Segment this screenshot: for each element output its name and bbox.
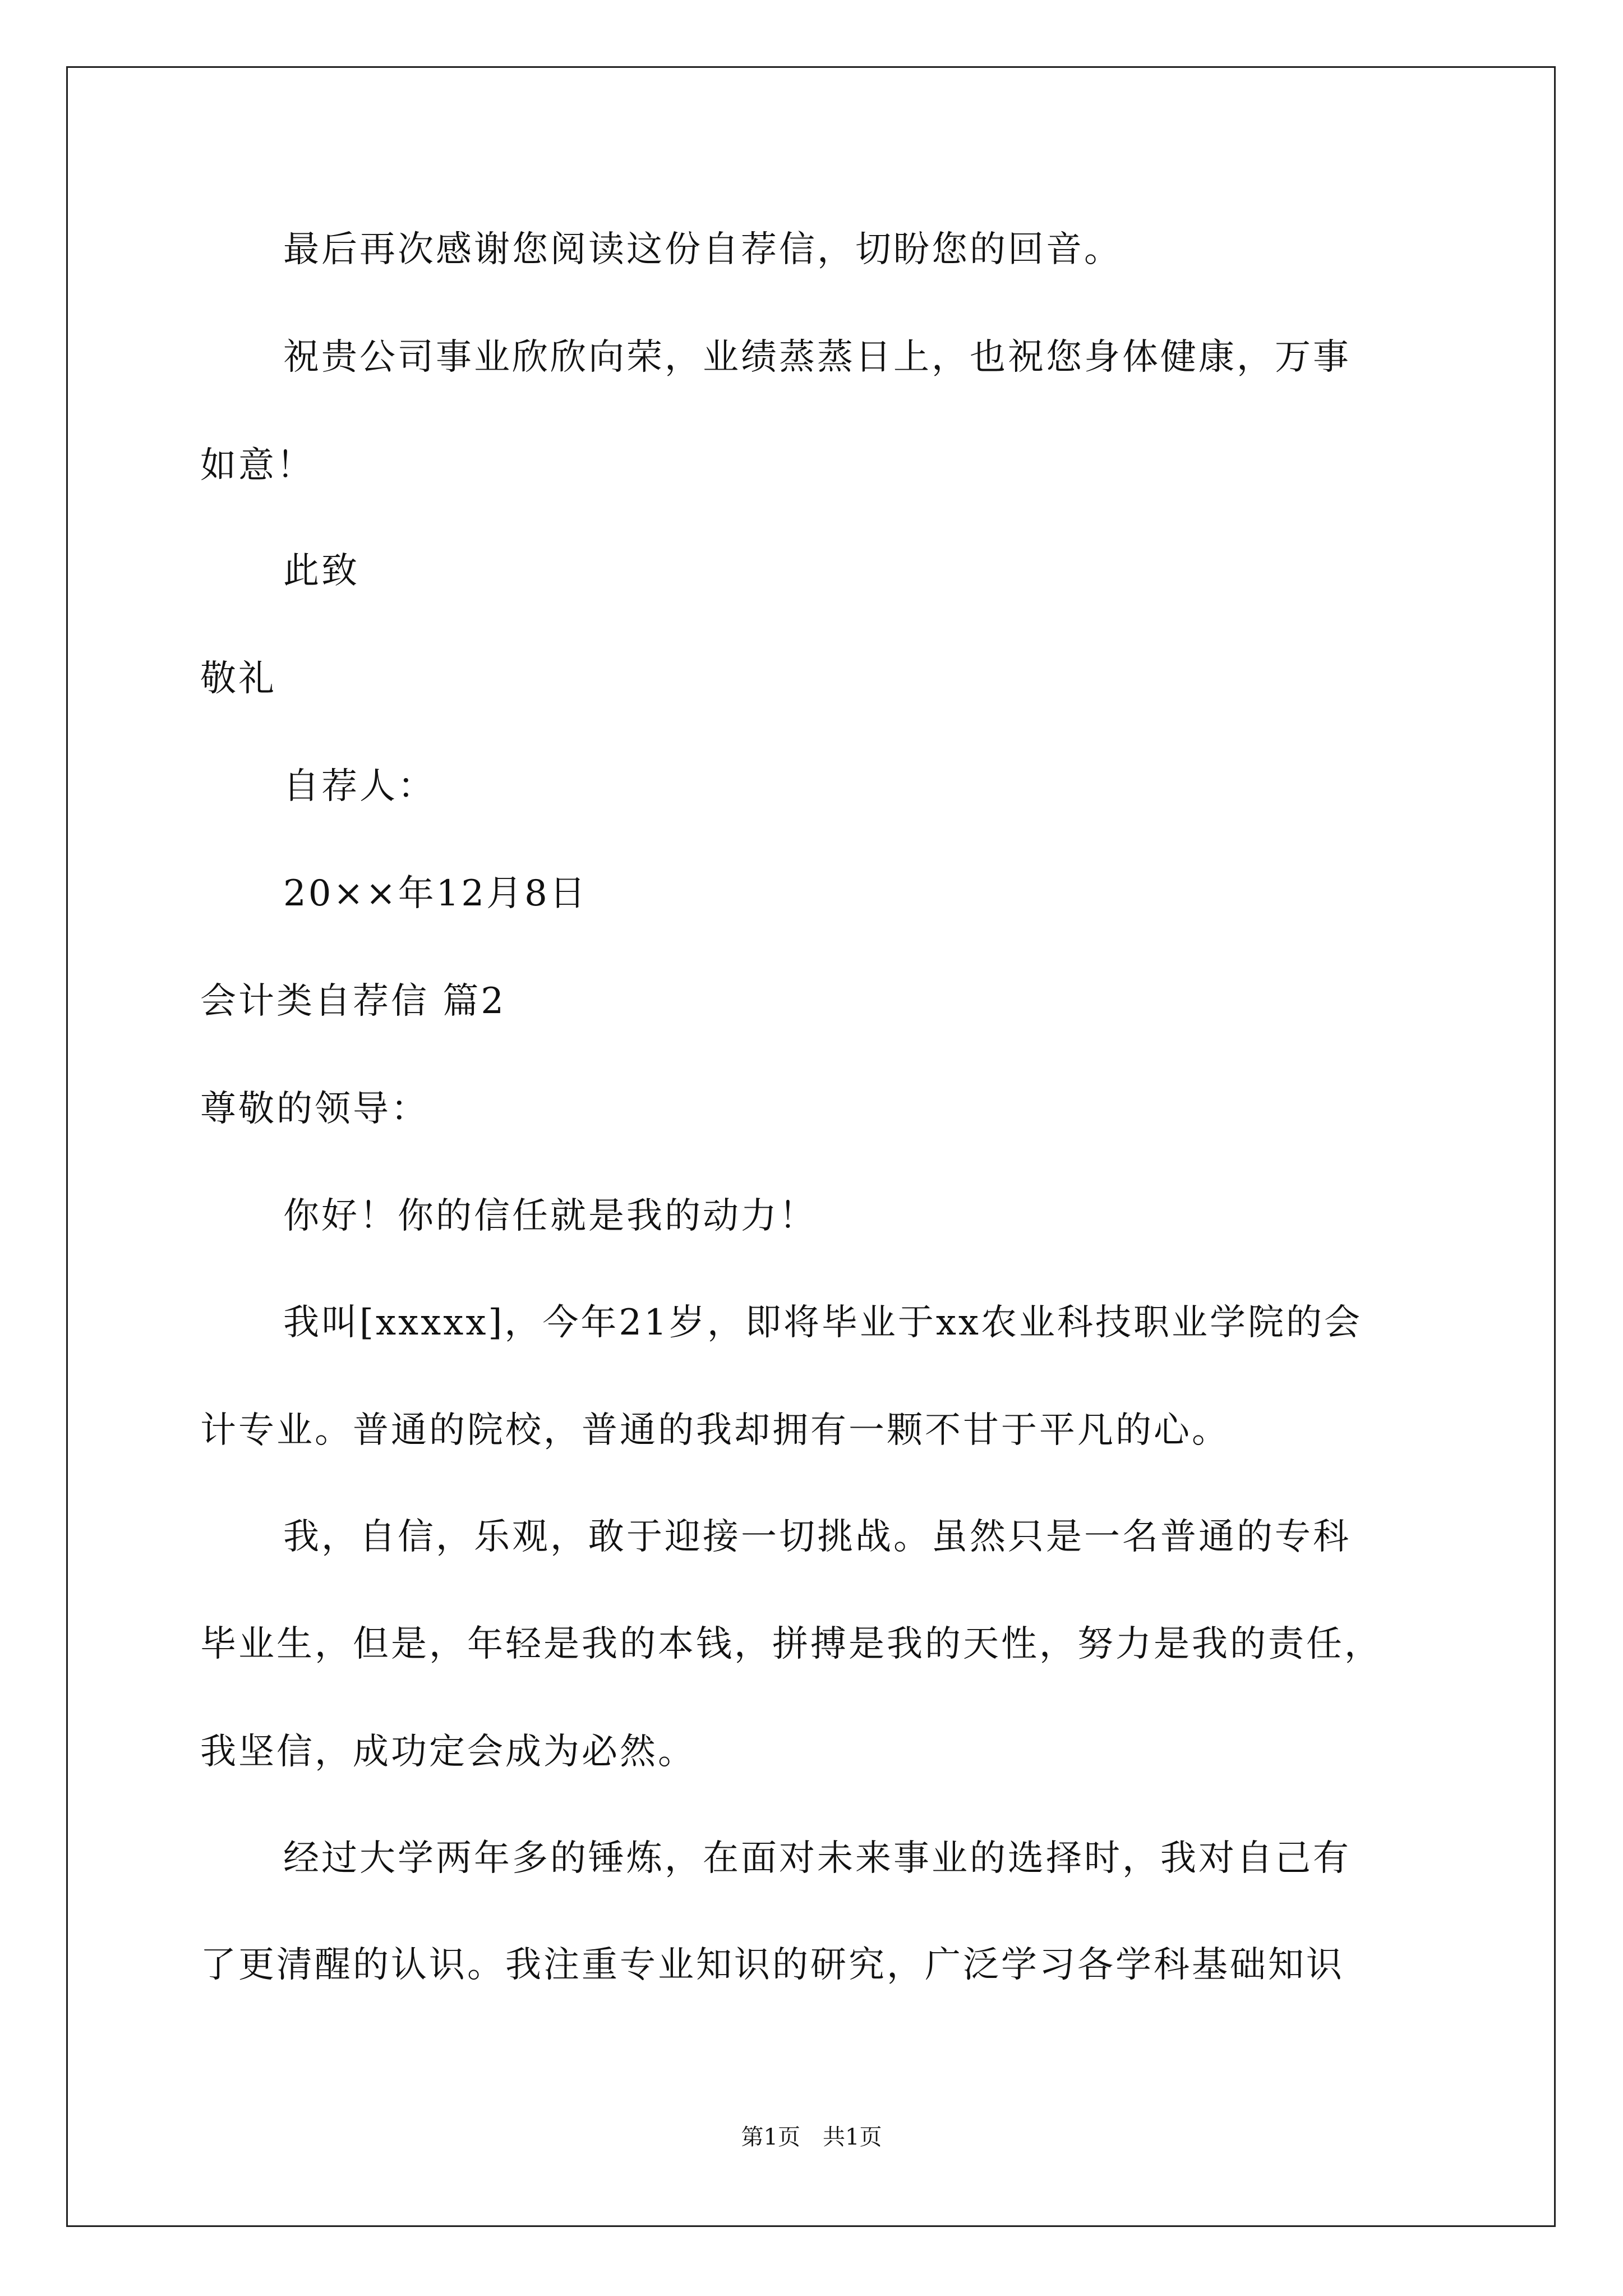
paragraph-study-line-2: 了更清醒的认识。我注重专业知识的研究，广泛学习各学科基础知识 bbox=[200, 1944, 1344, 1986]
paragraph-hello: 你好！你的信任就是我的动力！ bbox=[283, 1195, 817, 1237]
paragraph-self-line-2: 毕业生，但是，年轻是我的本钱，拼搏是我的天性，努力是我的责任， bbox=[200, 1623, 1382, 1665]
paragraph-closing-thanks: 最后再次感谢您阅读这份自荐信，切盼您的回音。 bbox=[283, 229, 1122, 270]
paragraph-intro-line-1: 我叫[xxxxx]，今年21岁，即将毕业于xx农业科技职业学院的会 bbox=[283, 1302, 1363, 1343]
letter-greeting: 尊敬的领导： bbox=[200, 1088, 429, 1130]
page-number-footer: 第1页 共1页 bbox=[741, 2124, 882, 2150]
salutation-cizhi: 此致 bbox=[283, 550, 359, 592]
salutation-jingli: 敬礼 bbox=[200, 658, 276, 700]
section-heading: 会计类自荐信 篇2 bbox=[200, 981, 506, 1022]
paragraph-wishes-line-2: 如意！ bbox=[200, 445, 315, 486]
paragraph-study-line-1: 经过大学两年多的锤炼，在面对未来事业的选择时，我对自己有 bbox=[283, 1838, 1351, 1879]
signature-label: 自荐人： bbox=[283, 766, 436, 807]
paragraph-self-line-3: 我坚信，成功定会成为必然。 bbox=[200, 1731, 696, 1773]
paragraph-self-line-1: 我，自信，乐观，敢于迎接一切挑战。虽然只是一名普通的专科 bbox=[283, 1516, 1351, 1558]
paragraph-wishes-line-1: 祝贵公司事业欣欣向荣，业绩蒸蒸日上，也祝您身体健康，万事 bbox=[283, 337, 1351, 378]
signature-date: 20××年12月8日 bbox=[283, 873, 588, 914]
paragraph-intro-line-2: 计专业。普通的院校，普通的我却拥有一颗不甘于平凡的心。 bbox=[200, 1410, 1230, 1451]
page-border bbox=[66, 66, 1556, 2227]
